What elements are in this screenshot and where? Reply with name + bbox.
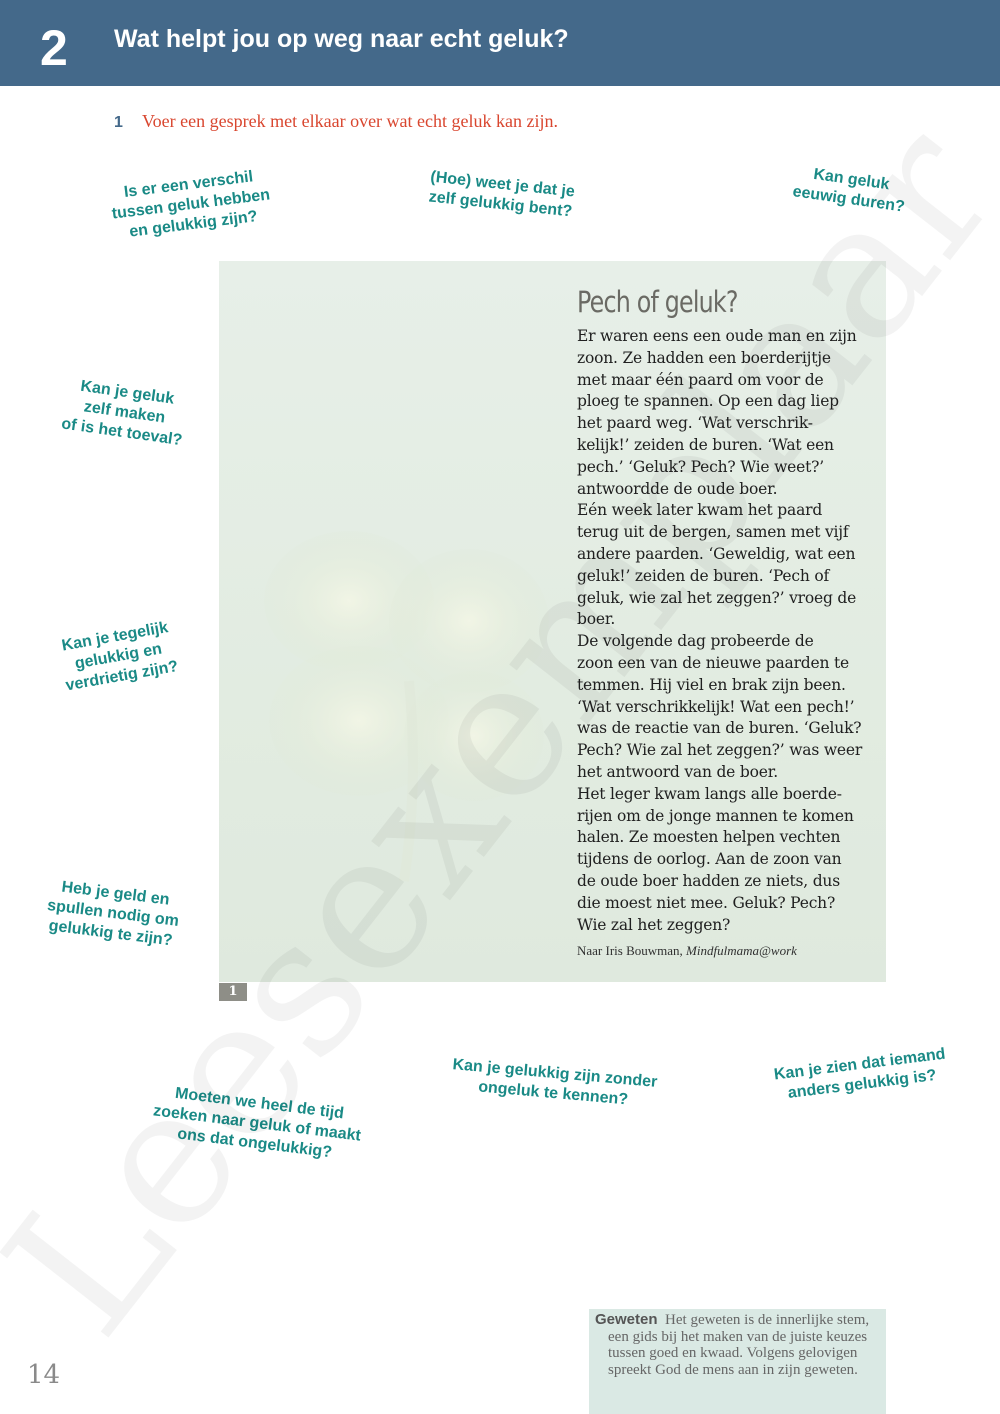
question-without-misfortune: Kan je gelukkig zijn zonder ongeluk te kennen? <box>451 1056 658 1109</box>
question-difference: Is er een verschil tussen geluk hebben en gelukkig zijn? <box>110 168 271 241</box>
definition-term: Geweten <box>595 1311 658 1328</box>
question-search-happiness: Moeten we heel de tijd zoeken naar geluk of maakt ons dat ongelukkig? <box>152 1084 362 1162</box>
story-source-title: Mindfulmama@work <box>686 943 797 958</box>
clover-illustration <box>239 511 569 891</box>
question-eternal: Kan geluk eeuwig duren? <box>791 165 906 216</box>
question-make-happiness: Kan je geluk zelf maken of is het toeval? <box>60 377 184 450</box>
story-title: Pech of geluk? <box>577 285 738 319</box>
assignment-number: 1 <box>114 114 123 131</box>
definition-text <box>595 1312 893 1378</box>
assignment-text: Voer een gesprek met elkaar over wat echt geluk kan zijn. <box>142 111 558 131</box>
story-source <box>577 943 797 959</box>
definition-description: Het geweten is de innerlijke stem, een gids bij het maken van de juiste keuzes tussen goed en kwaad. Volgens gelovigen spreekt God de mens aan in zijn geweten. <box>608 1312 870 1378</box>
page-number: 14 <box>27 1360 61 1390</box>
question-see-happiness: Kan je zien dat iemand anders gelukkig is? <box>773 1045 947 1102</box>
story-source-author: Naar Iris Bouwman, <box>577 943 687 958</box>
question-money: Heb je geld en spullen nodig om gelukkig te zijn? <box>46 878 180 950</box>
story-body: Er waren eens een oude man en zijn zoon. Ze hadden een boerderijtje met maar één paard om voor de ploeg te spannen. Op een dag liep het paard weg. ‘Wat verschrik- kelijk!’ zeiden de buren. ‘Wat een pech.’ ‘Geluk? Pech? Wie weet?’ antwoordde de oude boer. Eén week later kwam het paard terug uit de bergen, samen met vijf andere paarden. ‘Geweldig, wat een geluk!’ zeiden de buren. ‘Pech of geluk, wie zal het zeggen?’ vroeg de boer. De volgende dag probeerde de zoon een van de nieuwe paarden te temmen. Hij viel en brak zijn been. ‘Wat verschrikkelijk! Wat een pech!’ was de reactie van de buren. ‘Geluk? Pech? Wie zal het zeggen?’ was weer het antwoord van de boer. Het leger kwam langs alle boerde- rijen om de jonge mannen te komen halen. Ze moesten helpen vechten tijdens de oorlog. Aan de zoon van de oude boer hadden ze niets, dus die moest niet mee. Geluk? Pech? Wie zal het zeggen? <box>577 327 863 934</box>
definition-box <box>589 1309 886 1414</box>
story-panel <box>219 261 886 982</box>
image-number-badge: 1 <box>219 983 247 1001</box>
chapter-title: Wat helpt jou op weg naar echt geluk? <box>114 25 569 53</box>
chapter-number: 2 <box>40 20 68 76</box>
question-happy-and-sad: Kan je tegelijk gelukkig en verdrietig zijn? <box>60 619 180 695</box>
assignment <box>114 110 558 134</box>
chapter-header <box>0 0 1000 86</box>
question-how-know: (Hoe) weet je dat je zelf gelukkig bent? <box>427 168 576 221</box>
